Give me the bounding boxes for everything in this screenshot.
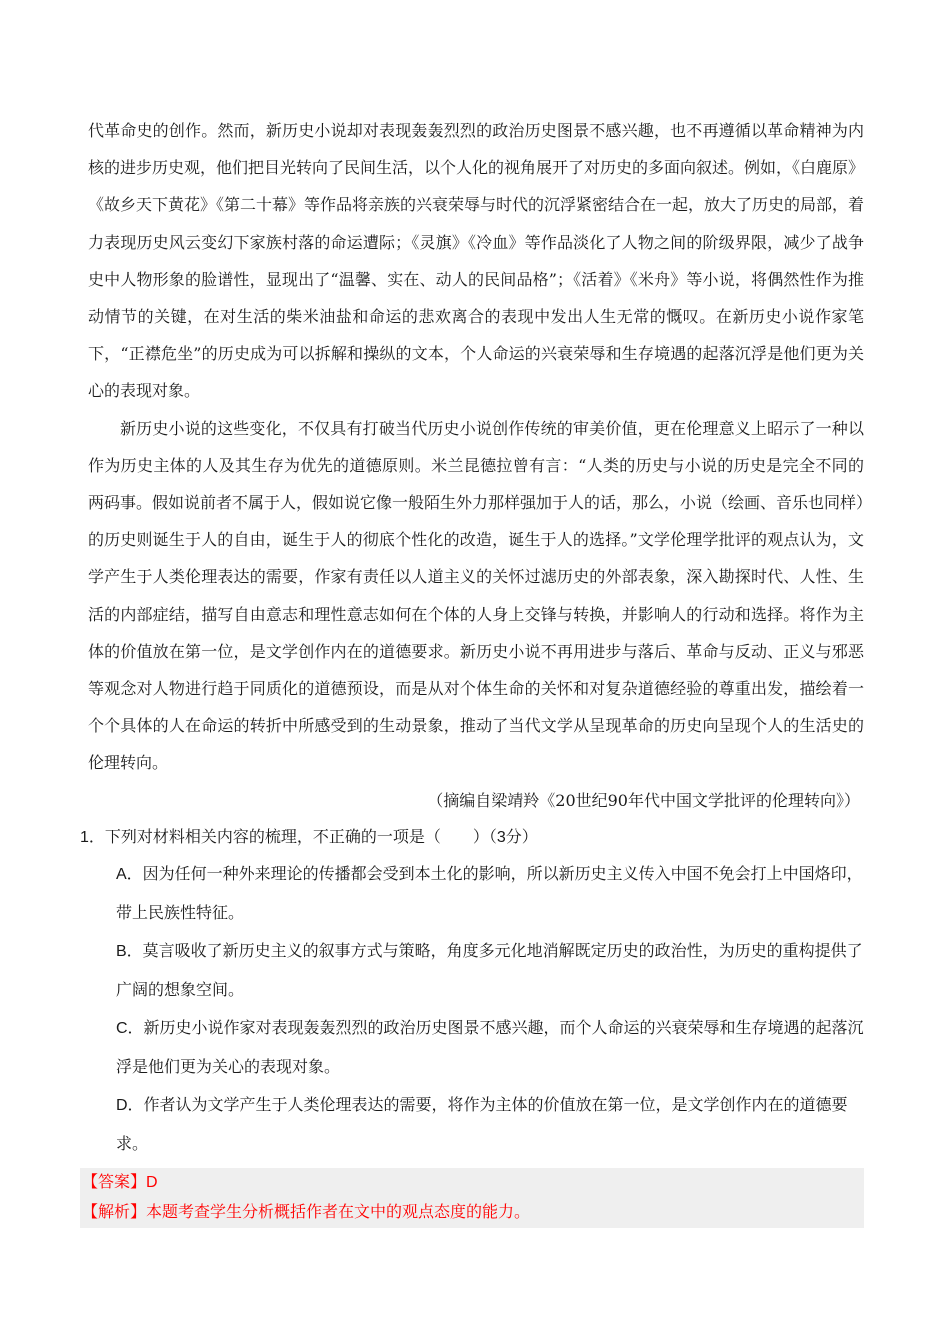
- option-b: B．莫言吸收了新历史主义的叙事方式与策略，角度多元化地消解既定历史的政治性，为历史的重构提供了广阔的想象空间。: [116, 943, 863, 999]
- answer-label: 【答案】D: [82, 1174, 158, 1192]
- option-c: C．新历史小说作家对表现轰轰烈烈的政治历史图景不感兴趣，而个人命运的兴衰荣辱和生存境遇的起落沉浮是他们更为关心的表现对象。: [116, 1020, 864, 1076]
- option-d: D．作者认为文学产生于人类伦理表达的需要，将作为主体的价值放在第一位，是文学创作内在的道德要求。: [116, 1097, 848, 1153]
- passage-paragraph-2: 新历史小说的这些变化，不仅具有打破当代历史小说创作传统的审美价值，更在伦理意义上昭示了一种以作为历史主体的人及其生存为优先的道德原则。米兰昆德拉曾有言：“人类的历史与小说的历史是完全不同的两码事。假如说前者不属于人，假如说它像一般陌生外力那样强加于人的话，那么，小说（绘画、音乐也同样）的历史则诞生于人的自由，诞生于人的彻底个性化的改造，诞生于人的选择。”文学伦理学批评的观点认为，文学产生于人类伦理表达的需要，作家有责任以人道主义的关怀过滤历史的外部表象，深入勘探时代、人性、生活的内部症结，描写自由意志和理性意志如何在个体的人身上交锋与转换，并影响人的行动和选择。将作为主体的价值放在第一位，是文学创作内在的道德要求。新历史小说不再用进步与落后、革命与反动、正义与邪恶等观念对人物进行趋于同质化的道德预设，而是从对个体生命的关怀和对复杂道德经验的尊重出发，描绘着一个个具体的人在命运的转折中所感受到的生动景象，推动了当代文学从呈现革命的历史向呈现个人的生活史的伦理转向。: [88, 418, 865, 773]
- option-a: A．因为任何一种外来理论的传播都会受到本土化的影响，所以新历史主义传入中国不免会打上中国烙印，带上民族性特征。: [116, 866, 863, 922]
- document-page: [80, 112, 865, 1228]
- passage-paragraph-1: 代革命史的创作。然而，新历史小说却对表现轰轰烈烈的政治历史图景不感兴趣，也不再遵循以革命精神为内核的进步历史观，他们把目光转向了民间生活，以个人化的视角展开了对历史的多面向叙述。例如，《白鹿原》《故乡天下黄花》《第二十幕》等作品将亲族的兴衰荣辱与时代的沉浮紧密结合在一起，放大了历史的局部，着力表现历史风云变幻下家族村落的命运遭际；《灵旗》《冷血》等作品淡化了人物之间的阶级界限，减少了战争史中人物形象的脸谱性，显现出了“温馨、实在、动人的民间品格”；《活着》《米舟》等小说，将偶然性作为推动情节的关键，在对生活的柴米油盐和命运的悲欢离合的表现中发出人生无常的慨叹。在新历史小说作家笔下，“正襟危坐”的历史成为可以拆解和操纵的文本，个人命运的兴衰荣辱和生存境遇的起落沉浮是他们更为关心的表现对象。: [88, 121, 865, 401]
- analysis-label: 【解析】本题考查学生分析概括作者在文中的观点态度的能力。: [82, 1204, 531, 1222]
- passage-source-citation: （摘编自梁靖羚《20世纪90年代中国文学批评的伦理转向》）: [427, 790, 860, 810]
- answer-section: [80, 1168, 864, 1228]
- question-stem: 1．下列对材料相关内容的梳理，不正确的一项是（ ）（3分）: [80, 828, 538, 846]
